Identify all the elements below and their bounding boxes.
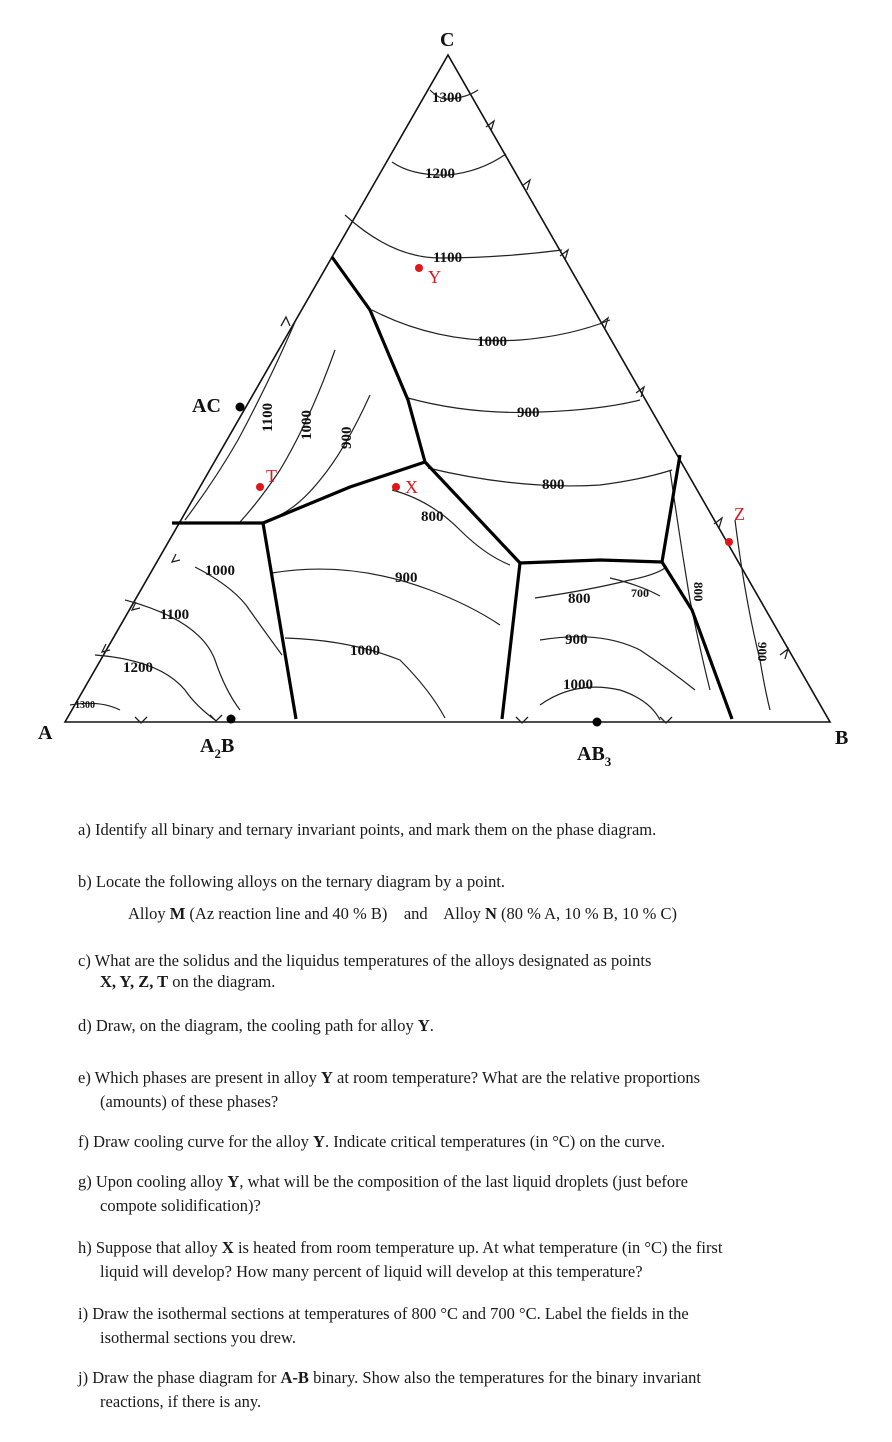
- svg-text:900: 900: [755, 642, 770, 662]
- point-z: [725, 538, 733, 546]
- isotherm-v-900: [735, 520, 770, 710]
- question-h: h) Suppose that alloy X is heated from room temperature up. At what temperature (in °C) the first liquid will develop? How many percent of liquid will develop at this temperature?: [78, 1238, 723, 1281]
- svg-text:1000: 1000: [477, 334, 507, 350]
- ab3-point: [593, 718, 602, 727]
- label-y: Y: [428, 267, 441, 287]
- svg-text:800: 800: [421, 509, 444, 525]
- boundary-ab3-top: [520, 560, 662, 563]
- svg-text:1000: 1000: [205, 563, 235, 579]
- svg-text:800: 800: [568, 591, 591, 607]
- question-b: b) Locate the following alloys on the ternary diagram by a point. Alloy M (Az reaction line and 40 % B) and Alloy N (80 % A, 10 % B, 10 % C): [78, 872, 678, 923]
- question-j: j) Draw the phase diagram for A-B binary. Show also the temperatures for the binary invariant reactions, if there is any.: [78, 1368, 701, 1411]
- isotherm-ab3-1000: [540, 687, 660, 720]
- vertex-a-label: A: [38, 722, 53, 744]
- vertex-labels: [38, 29, 848, 749]
- question-c: c) What are the solidus and the liquidus temperatures of the alloys designated as points X, Y, Z, T on the diagram.: [78, 951, 652, 991]
- question-d: d) Draw, on the diagram, the cooling path for alloy Y.: [78, 1016, 434, 1035]
- svg-text:900: 900: [339, 426, 355, 449]
- isotherm-curves: [70, 90, 770, 720]
- phase-boundaries: [172, 257, 732, 719]
- svg-text:900: 900: [395, 570, 418, 586]
- boundary-left-vertical: [263, 523, 296, 719]
- svg-text:1000: 1000: [350, 643, 380, 659]
- ab3-label: $AB_3$: [577, 743, 612, 769]
- svg-text:1200: 1200: [425, 166, 455, 182]
- point-x: [392, 483, 400, 491]
- compound-points: [227, 403, 602, 727]
- svg-text:1300: 1300: [75, 700, 95, 711]
- a2b-label: $A_2B$: [200, 735, 235, 761]
- alloy-points: [256, 264, 733, 546]
- isotherm-ac-1000: [240, 350, 335, 522]
- question-i: i) Draw the isothermal sections at temperatures of 800 °C and 700 °C. Label the fields in the isothermal sections you drew.: [78, 1304, 689, 1347]
- svg-text:800: 800: [691, 582, 706, 602]
- svg-text:900: 900: [565, 632, 588, 648]
- vertex-b-label: B: [835, 727, 849, 749]
- svg-text:1100: 1100: [260, 402, 276, 432]
- svg-text:900: 900: [517, 405, 540, 421]
- svg-text:1200: 1200: [123, 660, 153, 676]
- edge-arrows: [102, 121, 788, 723]
- boundary-ab3-left: [502, 563, 520, 719]
- point-y: [415, 264, 423, 272]
- isotherm-a2b-1200: [95, 655, 215, 720]
- a2b-point: [227, 715, 236, 724]
- label-x: X: [405, 477, 418, 497]
- isotherm-labels: [75, 90, 770, 711]
- label-t: T: [266, 466, 277, 486]
- svg-text:1300: 1300: [432, 90, 462, 106]
- question-f: f) Draw cooling curve for the alloy Y. Indicate critical temperatures (in °C) on the curve.: [78, 1132, 666, 1151]
- svg-text:800: 800: [542, 477, 565, 493]
- isotherm-x-800: [392, 490, 510, 565]
- isotherm-mid-900: [272, 569, 500, 625]
- isotherm-a2b-1000: [195, 567, 282, 655]
- ac-label: AC: [192, 395, 221, 417]
- question-g: g) Upon cooling alloy Y, what will be the composition of the last liquid droplets (just before compote solidification)?: [78, 1172, 688, 1215]
- svg-text:700: 700: [631, 586, 649, 600]
- point-t: [256, 483, 264, 491]
- svg-text:1000: 1000: [299, 410, 315, 440]
- ac-point: [236, 403, 245, 412]
- boundary-right-vertical: [662, 455, 680, 562]
- question-a: a) Identify all binary and ternary invariant points, and mark them on the phase diagram.: [78, 820, 657, 839]
- svg-text:1000: 1000: [563, 677, 593, 693]
- alloy-labels: [266, 267, 745, 524]
- question-e: e) Which phases are present in alloy Y at room temperature? What are the relative proportions (amounts) of these phases?: [78, 1068, 701, 1111]
- label-z: Z: [734, 504, 745, 524]
- svg-text:1100: 1100: [160, 607, 190, 623]
- svg-text:1100: 1100: [433, 250, 463, 266]
- vertex-c-label: C: [440, 29, 455, 51]
